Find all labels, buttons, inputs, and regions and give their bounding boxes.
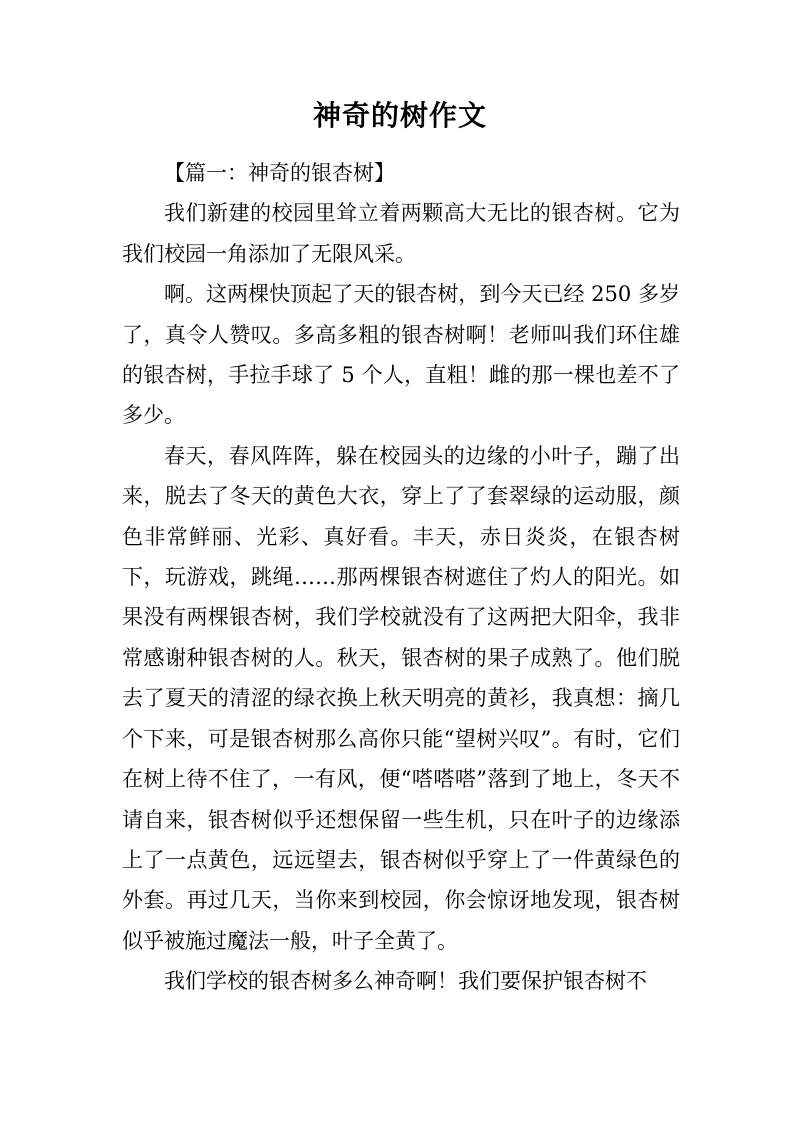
paragraph-4: 我们学校的银杏树多么神奇啊！我们要保护银杏树不	[164, 969, 647, 994]
paragraph-2: 啊。这两棵快顶起了天的银杏树，到今天已经 250 多岁了，真令人赞叹。多高多粗的银杏树啊！老师叫我们环住雄的银杏树，手拉手球了 5 个人，直粗！雌的那一棵也差不了多少。	[122, 282, 680, 428]
paragraph-3: 春天，春风阵阵，躲在校园头的边缘的小叶子，蹦了出来，脱去了冬天的黄色大衣，穿上了了套翠绿的运动服，颜色非常鲜丽、光彩、真好看。丰天，赤日炎炎，在银杏树下，玩游戏，跳绳……那两棵银杏树遮住了灼人的阳光。如果没有两棵银杏树，我们学校就没有了这两把大阳伞，我非常感谢种银杏树的人。秋天，银杏树的果子成熟了。他们脱去了夏天的清涩的绿衣换上秋天明亮的黄衫，我真想：摘几个下来，可是银杏树那么高你只能“望树兴叹”。有时，它们在树上待不住了，一有风，便“嗒嗒嗒”落到了地上，冬天不请自来，银杏树似乎还想保留一些生机，只在叶子的边缘添上了一点黄色，远远望去，银杏树似乎穿上了一件黄绿色的外套。再过几天，当你来到校园，你会惊讶地发现，银杏树似乎被施过魔法一般，叶子全黄了。	[122, 443, 680, 953]
paragraph-1: 我们新建的校园里耸立着两颗高大无比的银杏树。它为我们校园一角添加了无限风采。	[122, 201, 680, 266]
page-title: 神奇的树作文	[312, 99, 487, 132]
document-body	[122, 153, 680, 1002]
section-heading: 【篇一：神奇的银杏树】	[164, 161, 395, 185]
